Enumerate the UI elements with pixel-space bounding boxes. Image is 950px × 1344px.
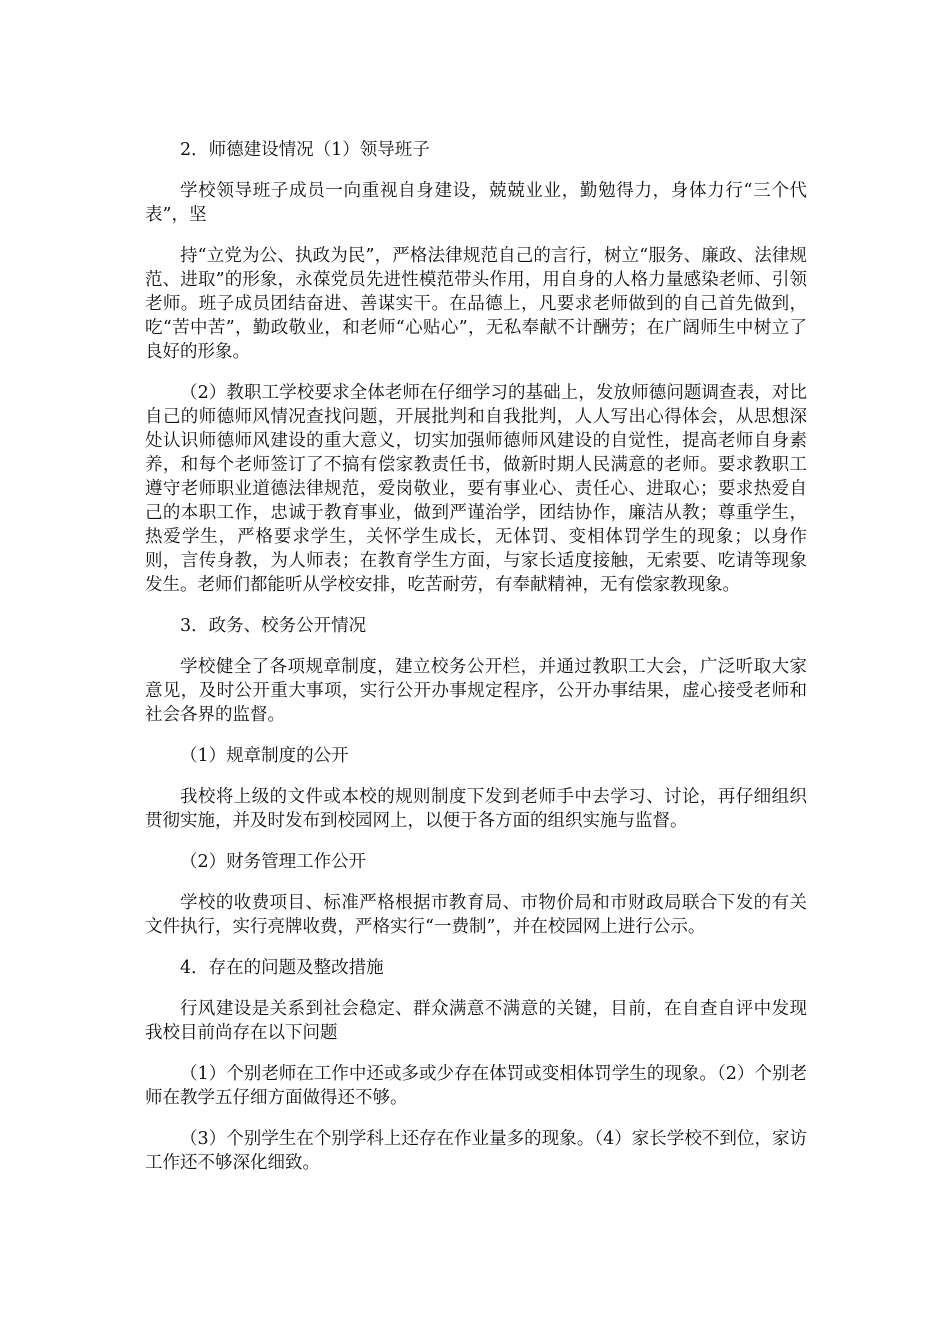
document-page [145,120,807,1192]
paragraph-staff-requirements: （2）教职工学校要求全体老师在仔细学习的基础上，发放师德问题调查表，对比自己的师德师风情况查找问题，开展批判和自我批判，人人写出心得体会，从思想深处认识师德师风建设的重大意义，切实加强师德师风建设的自觉性，提高老师自身素养，和每个老师签订了不搞有偿家教责任书，做新时期人民满意的老师。要求教职工遵守老师职业道德法律规范，爱岗敬业，要有事业心、责任心、进取心；要求热爱自己的本职工作，忠诚于教育事业，做到严谨治学，团结协作，廉洁从教；尊重学生，热爱学生，严格要求学生，关怀学生成长，无体罚、变相体罚学生的现象；以身作则，言传身教，为人师表；在教育学生方面，与家长适度接触，无索要、吃请等现象发生。老师们都能听从学校安排，吃苦耐劳，有奉献精神，无有偿家教现象。 [145,383,807,595]
paragraph-finance: 学校的收费项目、标准严格根据市教育局、市物价局和市财政局联合下发的有关文件执行，实行亮牌收费，严格实行“一费制”，并在校园网上进行公示。 [145,893,807,937]
paragraph-leadership-detail: 持“立党为公、执政为民”，严格法律规范自己的言行，树立“服务、廉政、法律规范、进取”的形象，永葆党员先进性模范带头作用，用自身的人格力量感染老师、引领老师。班子成员团结奋进、善谋实干。在品德上，凡要求老师做到的自己首先做到，吃“苦中苦”，勤政敬业，和老师“心贴心”，无私奉献不计酬劳；在广阔师生中树立了良好的形象。 [145,246,807,362]
section-heading-problems: 4．存在的问题及整改措施 [180,958,384,978]
paragraph-problems-1-2: （1）个别老师在工作中还或多或少存在体罚或变相体罚学生的现象。（2）个别老师在教学五仔细方面做得还不够。 [145,1064,807,1108]
paragraph-disclosure-intro: 学校健全了各项规章制度，建立校务公开栏，并通过教职工大会，广泛听取大家意见，及时公开重大事项，实行公开办事规定程序，公开办事结果，虚心接受老师和社会各界的监督。 [145,657,807,725]
paragraph-leadership-intro: 学校领导班子成员一向重视自身建设，兢兢业业，勤勉得力，身体力行“三个代表”，坚 [145,181,807,225]
subheading-rules: （1）规章制度的公开 [180,746,349,766]
section-heading-ethics: 2．师德建设情况（1）领导班子 [180,140,430,160]
paragraph-rules: 我校将上级的文件或本校的规则制度下发到老师手中去学习、讨论，再仔细组织贯彻实施，并及时发布到校园网上，以便于各方面的组织实施与监督。 [145,787,807,831]
paragraph-problems-intro: 行风建设是关系到社会稳定、群众满意不满意的关键，目前，在自查自评中发现我校目前尚存在以下问题 [145,999,807,1043]
section-heading-disclosure: 3．政务、校务公开情况 [180,616,367,636]
subheading-finance: （2）财务管理工作公开 [180,852,367,872]
paragraph-problems-3-4: （3）个别学生在个别学科上还存在作业量多的现象。（4）家长学校不到位，家访工作还不够深化细致。 [145,1129,807,1173]
